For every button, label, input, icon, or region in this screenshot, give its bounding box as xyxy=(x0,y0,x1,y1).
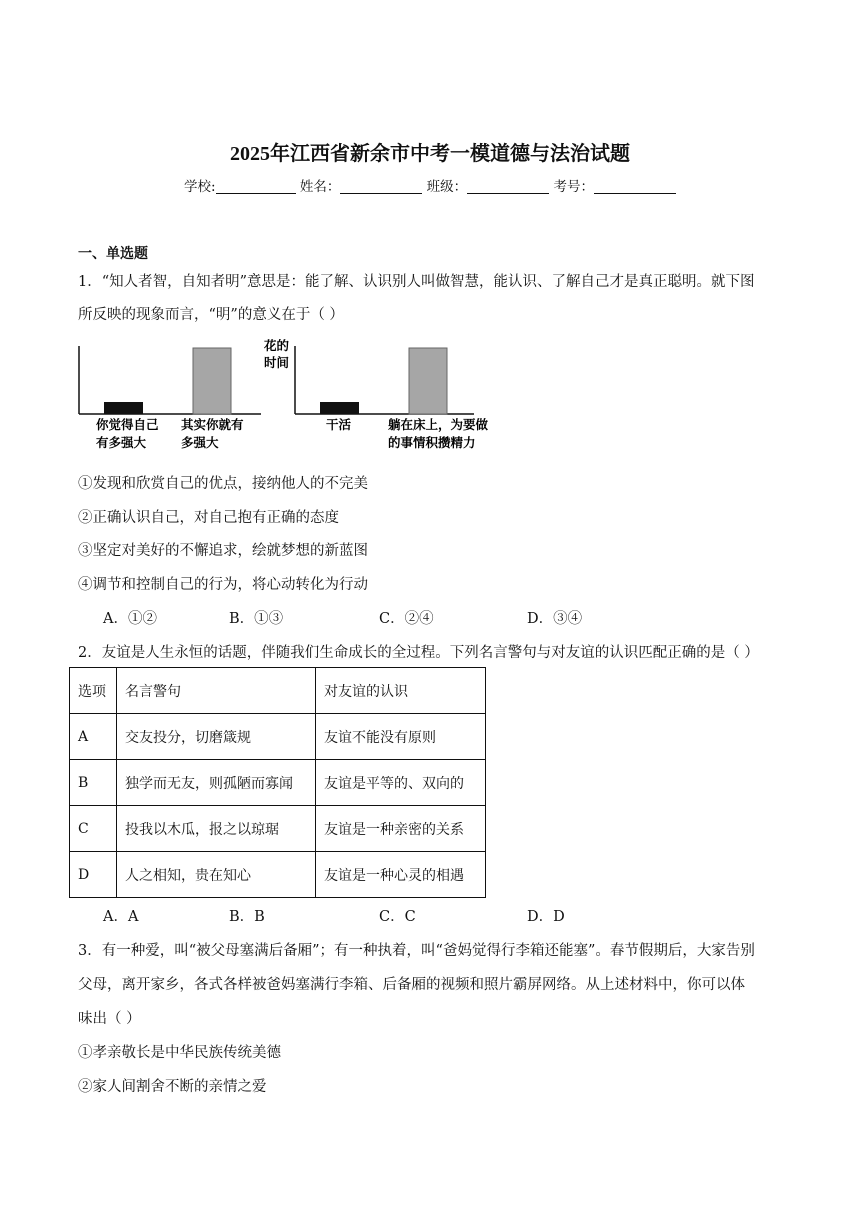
table-header: 对友谊的认识 xyxy=(316,668,486,714)
right-bar1-label: 干活 xyxy=(326,417,352,432)
q2-option-d[interactable]: D．D xyxy=(527,909,565,925)
student-info-line xyxy=(0,175,860,195)
q2-option-c[interactable]: C．C xyxy=(379,909,416,925)
left-bar2-label-l1: 其实你就有 xyxy=(181,417,244,432)
q1-option-b[interactable]: B．①③ xyxy=(229,611,284,627)
right-bar2-label-l1: 躺在床上，为要做 xyxy=(388,417,489,432)
q3-stem-line1: 3．有一种爱，叫“被父母塞满后备厢”；有一种执着，叫“爸妈觉得行李箱还能塞”。春节假期后，大家告别 xyxy=(78,943,755,959)
q1-item-4: ④调节和控制自己的行为，将心动转化为行动 xyxy=(78,577,368,593)
table-cell: A xyxy=(70,714,117,760)
q3-item-1: ①孝亲敬长是中华民族传统美德 xyxy=(78,1045,281,1061)
table-row xyxy=(70,806,486,852)
table-cell: 友谊不能没有原则 xyxy=(316,714,486,760)
page-title: 2025年江西省新余市中考一模道德与法治试题 xyxy=(230,143,630,165)
q1-option-c[interactable]: C．②④ xyxy=(379,611,434,627)
q1-item-2: ②正确认识自己，对自己抱有正确的态度 xyxy=(78,510,339,526)
number-field[interactable] xyxy=(594,179,676,194)
left-chart-bar-1 xyxy=(104,402,143,414)
class-field[interactable] xyxy=(467,179,549,194)
table-header: 选项 xyxy=(70,668,117,714)
table-cell: D xyxy=(70,852,117,898)
q1-option-d[interactable]: D．③④ xyxy=(527,611,583,627)
name-field[interactable] xyxy=(340,179,422,194)
left-bar1-label-l2: 有多强大 xyxy=(96,435,147,450)
table-header: 名言警句 xyxy=(117,668,316,714)
section-heading: 一、单选题 xyxy=(78,246,148,262)
table-cell: 友谊是平等的、双向的 xyxy=(316,760,486,806)
q2-table xyxy=(69,667,486,898)
number-label: 考号： xyxy=(553,179,594,195)
table-cell: 友谊是一种亲密的关系 xyxy=(316,806,486,852)
q1-item-3: ③坚定对美好的不懈追求，绘就梦想的新蓝图 xyxy=(78,543,368,559)
table-cell: C xyxy=(70,806,117,852)
table-row xyxy=(70,760,486,806)
table-header-row xyxy=(70,668,486,714)
table-cell: B xyxy=(70,760,117,806)
right-axis-label-l1: 花的 xyxy=(264,338,290,353)
table-cell: 交友投分，切磨箴规 xyxy=(117,714,316,760)
q3-stem-line3: 味出（ ） xyxy=(78,1011,141,1027)
table-cell: 人之相知，贵在知心 xyxy=(117,852,316,898)
q1-stem-line2: 所反映的现象而言，“明”的意义在于（ ） xyxy=(78,307,344,323)
left-bar1-label-l1: 你觉得自己 xyxy=(96,417,159,432)
left-bar2-label-l2: 多强大 xyxy=(181,435,219,450)
name-label: 姓名： xyxy=(299,179,341,195)
q1-option-a[interactable]: A．①② xyxy=(103,611,157,627)
q3-stem-line2: 父母，离开家乡，各式各样被爸妈塞满行李箱、后备厢的视频和照片霸屏网络。从上述材料中，你可以体 xyxy=(78,977,745,993)
q1-item-1: ①发现和欣赏自己的优点，接纳他人的不完美 xyxy=(78,476,368,492)
q1-figure xyxy=(74,336,514,456)
right-axis-label-l2: 时间 xyxy=(264,355,290,370)
table-cell: 独学而无友，则孤陋而寡闻 xyxy=(117,760,316,806)
table-row xyxy=(70,852,486,898)
school-field[interactable] xyxy=(216,179,296,194)
table-cell: 友谊是一种心灵的相遇 xyxy=(316,852,486,898)
right-bar2-label-l2: 的事情积攒精力 xyxy=(388,435,476,450)
q1-stem-line1: 1．“知人者智，自知者明”意思是：能了解、认识别人叫做智慧，能认识、了解自己才是真正聪明。就下图 xyxy=(78,274,755,290)
table-cell: 投我以木瓜，报之以琼琚 xyxy=(117,806,316,852)
class-label: 班级： xyxy=(426,179,468,195)
right-chart-bar-1 xyxy=(320,402,359,414)
school-label: 学校: xyxy=(184,179,216,195)
q2-stem: 2．友谊是人生永恒的话题，伴随我们生命成长的全过程。下列名言警句与对友谊的认识匹配正确的是（ ） xyxy=(78,645,759,661)
table-row xyxy=(70,714,486,760)
left-chart-bar-2 xyxy=(193,348,231,414)
q3-item-2: ②家人间割舍不断的亲情之爱 xyxy=(78,1079,267,1095)
q2-option-a[interactable]: A．A xyxy=(103,909,139,925)
q2-option-b[interactable]: B．B xyxy=(229,909,265,925)
right-chart-bar-2 xyxy=(409,348,447,414)
